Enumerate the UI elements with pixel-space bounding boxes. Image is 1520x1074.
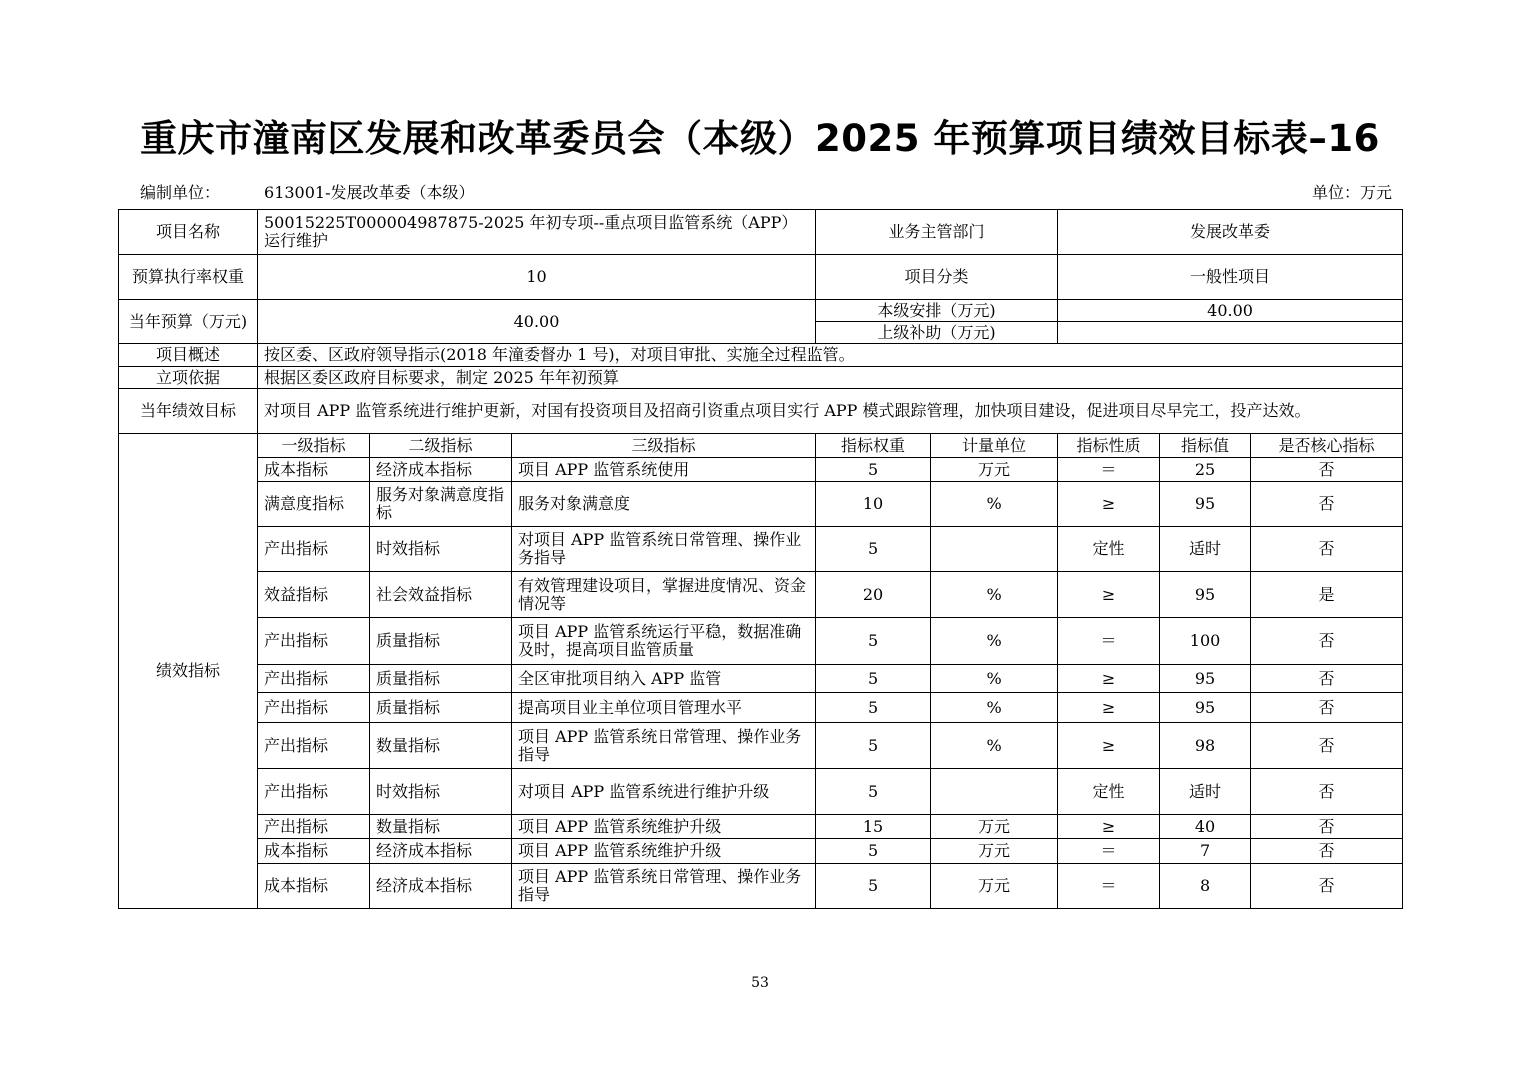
indicator-cell: 否	[1251, 665, 1403, 693]
currency-unit: 单位：万元	[1311, 183, 1392, 202]
indicator-cell: ≥	[1058, 815, 1160, 839]
indicator-cell: 产出指标	[258, 815, 370, 839]
indicator-cell: 5	[816, 864, 931, 909]
indicator-cell	[931, 769, 1058, 815]
indicator-cell: 否	[1251, 482, 1403, 527]
indicator-cell: 万元	[931, 815, 1058, 839]
indicator-cell: 定性	[1058, 769, 1160, 815]
goal-value: 对项目 APP 监管系统进行维护更新，对国有投资项目及招商引资重点项目实行 APP 模式跟踪管理，加快项目建设，促进项目尽早完工，投产达效。	[258, 389, 1403, 434]
indicator-cell: 项目 APP 监管系统日常管理、操作业务指导	[512, 864, 816, 909]
indicator-cell: %	[931, 572, 1058, 618]
indicator-cell: 数量指标	[370, 815, 512, 839]
indicator-cell: 质量指标	[370, 693, 512, 723]
prep-unit-value: 613001-发展改革委（本级）	[264, 183, 475, 202]
indicator-cell: 定性	[1058, 527, 1160, 572]
indicator-cell: 效益指标	[258, 572, 370, 618]
indicator-cell: 产出指标	[258, 723, 370, 769]
indicator-row	[119, 839, 1403, 864]
indicator-row	[119, 572, 1403, 618]
local-budget-value: 40.00	[1058, 300, 1403, 322]
indicator-cell: 否	[1251, 527, 1403, 572]
exec-rate-label: 预算执行率权重	[119, 255, 258, 300]
indicator-header-cell: 指标权重	[816, 434, 931, 458]
indicator-cell: 项目 APP 监管系统日常管理、操作业务指导	[512, 723, 816, 769]
indicator-cell: 服务对象满意度指标	[370, 482, 512, 527]
prep-unit-label: 编制单位：	[140, 183, 221, 202]
indicator-cell: %	[931, 665, 1058, 693]
indicator-cell: 是	[1251, 572, 1403, 618]
indicator-cell	[931, 527, 1058, 572]
indicator-cell: 5	[816, 723, 931, 769]
indicator-cell: ＝	[1058, 618, 1160, 665]
indicator-header-cell: 计量单位	[931, 434, 1058, 458]
indicator-cell: ≥	[1058, 693, 1160, 723]
indicator-cell: ≥	[1058, 723, 1160, 769]
indicator-cell: 5	[816, 665, 931, 693]
indicator-cell: 对项目 APP 监管系统日常管理、操作业务指导	[512, 527, 816, 572]
indicator-cell: 否	[1251, 769, 1403, 815]
exec-rate-value: 10	[258, 255, 816, 300]
indicator-cell: 产出指标	[258, 618, 370, 665]
indicator-row	[119, 769, 1403, 815]
upper-subsidy-label: 上级补助（万元)	[816, 322, 1058, 344]
indicator-cell: 否	[1251, 839, 1403, 864]
project-name-label: 项目名称	[119, 210, 258, 255]
indicator-cell: 时效指标	[370, 769, 512, 815]
indicator-cell: ≥	[1058, 665, 1160, 693]
prep-unit	[140, 180, 475, 203]
goal-label: 当年绩效目标	[119, 389, 258, 434]
overview-label: 项目概述	[119, 344, 258, 367]
indicator-cell: 项目 APP 监管系统使用	[512, 458, 816, 482]
indicator-cell: 社会效益指标	[370, 572, 512, 618]
indicator-header-cell: 一级指标	[258, 434, 370, 458]
indicator-cell: 时效指标	[370, 527, 512, 572]
indicator-row	[119, 458, 1403, 482]
indicator-cell: ≥	[1058, 482, 1160, 527]
indicator-cell: 95	[1160, 693, 1251, 723]
indicator-row	[119, 864, 1403, 909]
indicator-header-cell: 三级指标	[512, 434, 816, 458]
indicator-row	[119, 693, 1403, 723]
indicator-cell: 经济成本指标	[370, 839, 512, 864]
indicator-cell: 5	[816, 693, 931, 723]
indicator-cell: 有效管理建设项目，掌握进度情况、资金情况等	[512, 572, 816, 618]
indicator-cell: 20	[816, 572, 931, 618]
indicator-cell: 产出指标	[258, 665, 370, 693]
indicator-cell: %	[931, 693, 1058, 723]
page-number: 53	[751, 975, 769, 991]
basis-label: 立项依据	[119, 367, 258, 389]
indicator-cell: 否	[1251, 458, 1403, 482]
indicator-cell: 5	[816, 527, 931, 572]
indicator-cell: 质量指标	[370, 618, 512, 665]
indicator-cell: 15	[816, 815, 931, 839]
indicator-cell: 95	[1160, 482, 1251, 527]
indicator-cell: 100	[1160, 618, 1251, 665]
indicator-cell: 5	[816, 769, 931, 815]
indicator-cell: 项目 APP 监管系统维护升级	[512, 839, 816, 864]
category-label: 项目分类	[816, 255, 1058, 300]
indicator-cell: 适时	[1160, 527, 1251, 572]
dept-label: 业务主管部门	[816, 210, 1058, 255]
indicator-cell: 产出指标	[258, 769, 370, 815]
indicator-row	[119, 665, 1403, 693]
project-name-value: 50015225T000004987875-2025 年初专项--重点项目监管系统（APP）运行维护	[258, 210, 816, 255]
performance-table	[118, 209, 1403, 909]
indicator-cell: 否	[1251, 815, 1403, 839]
indicator-row	[119, 723, 1403, 769]
indicator-cell: %	[931, 723, 1058, 769]
indicator-cell: 数量指标	[370, 723, 512, 769]
indicator-cell: 适时	[1160, 769, 1251, 815]
indicators-label: 绩效指标	[119, 434, 258, 909]
indicator-cell: 否	[1251, 864, 1403, 909]
indicator-cell: 8	[1160, 864, 1251, 909]
basis-value: 根据区委区政府目标要求，制定 2025 年年初预算	[258, 367, 1403, 389]
indicator-cell: 25	[1160, 458, 1251, 482]
indicator-cell: 成本指标	[258, 458, 370, 482]
indicator-cell: 全区审批项目纳入 APP 监管	[512, 665, 816, 693]
indicator-row	[119, 482, 1403, 527]
indicator-cell: 98	[1160, 723, 1251, 769]
indicator-cell: 提高项目业主单位项目管理水平	[512, 693, 816, 723]
indicator-cell: 95	[1160, 572, 1251, 618]
indicator-header-cell: 指标性质	[1058, 434, 1160, 458]
indicator-cell: 对项目 APP 监管系统进行维护升级	[512, 769, 816, 815]
indicator-row	[119, 618, 1403, 665]
indicator-cell: 7	[1160, 839, 1251, 864]
indicator-cell: 万元	[931, 458, 1058, 482]
indicator-cell: 产出指标	[258, 693, 370, 723]
indicator-cell: 否	[1251, 693, 1403, 723]
indicator-cell: 万元	[931, 839, 1058, 864]
indicator-cell: 5	[816, 458, 931, 482]
indicator-cell: 项目 APP 监管系统维护升级	[512, 815, 816, 839]
indicator-cell: ≥	[1058, 572, 1160, 618]
overview-value: 按区委、区政府领导指示(2018 年潼委督办 1 号)，对项目审批、实施全过程监管。	[258, 344, 1403, 367]
indicator-cell: 否	[1251, 618, 1403, 665]
indicator-cell: 质量指标	[370, 665, 512, 693]
indicator-cell: 产出指标	[258, 527, 370, 572]
budget-label: 当年预算（万元)	[119, 300, 258, 344]
indicator-cell: 服务对象满意度	[512, 482, 816, 527]
indicator-header-cell: 指标值	[1160, 434, 1251, 458]
indicator-cell: 项目 APP 监管系统运行平稳，数据准确及时，提高项目监管质量	[512, 618, 816, 665]
indicator-cell: ＝	[1058, 864, 1160, 909]
indicator-header-cell: 二级指标	[370, 434, 512, 458]
upper-subsidy-value	[1058, 322, 1403, 344]
indicator-cell: %	[931, 482, 1058, 527]
indicator-cell: 满意度指标	[258, 482, 370, 527]
indicator-cell: 成本指标	[258, 839, 370, 864]
indicator-header-cell: 是否核心指标	[1251, 434, 1403, 458]
indicator-cell: 10	[816, 482, 931, 527]
indicator-row	[119, 527, 1403, 572]
indicator-cell: 经济成本指标	[370, 864, 512, 909]
indicator-cell: 经济成本指标	[370, 458, 512, 482]
page-title: 重庆市潼南区发展和改革委员会（本级）2025 年预算项目绩效目标表–16	[140, 117, 1380, 160]
indicator-cell: %	[931, 618, 1058, 665]
indicator-row	[119, 815, 1403, 839]
category-value: 一般性项目	[1058, 255, 1403, 300]
budget-value: 40.00	[258, 300, 816, 344]
indicator-cell: 40	[1160, 815, 1251, 839]
indicator-cell: 5	[816, 839, 931, 864]
indicator-cell: 成本指标	[258, 864, 370, 909]
indicator-cell: 万元	[931, 864, 1058, 909]
indicator-cell: ＝	[1058, 458, 1160, 482]
indicator-cell: ＝	[1058, 839, 1160, 864]
dept-value: 发展改革委	[1058, 210, 1403, 255]
indicator-cell: 5	[816, 618, 931, 665]
indicator-cell: 否	[1251, 723, 1403, 769]
local-budget-label: 本级安排（万元)	[816, 300, 1058, 322]
indicator-cell: 95	[1160, 665, 1251, 693]
